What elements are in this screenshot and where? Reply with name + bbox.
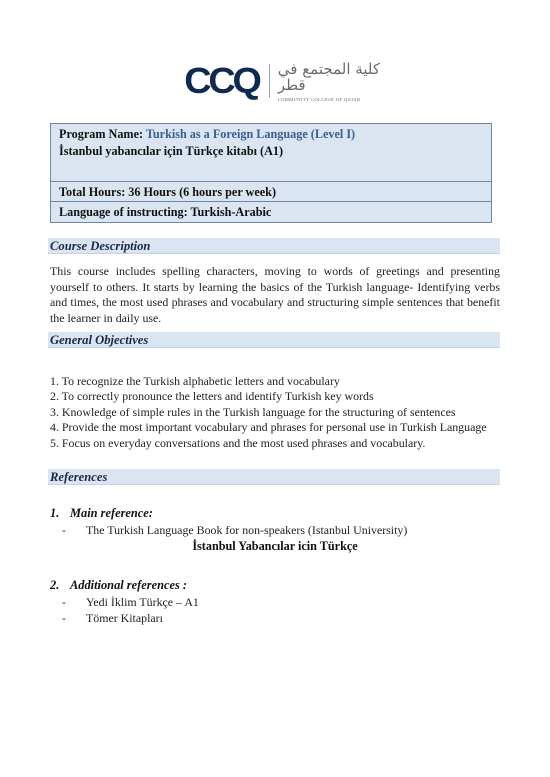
list-dash: - [62, 523, 66, 537]
total-hours: Total Hours: 36 Hours (6 hours per week) [59, 185, 277, 199]
objective-item: 1. To recognize the Turkish alphabetic letters and vocabulary [50, 374, 340, 388]
additional-reference-item [50, 594, 510, 610]
additional-references-title: Additional references : [70, 578, 188, 592]
additional-reference-text: Tömer Kitapları [86, 611, 163, 625]
additional-reference-item [50, 610, 510, 626]
program-name-label: Program Name: [59, 127, 144, 141]
logo-text [278, 61, 386, 102]
list-dash: - [62, 595, 66, 609]
logo-mark: CCQ [184, 60, 259, 101]
course-description-heading: Course Description [48, 238, 500, 254]
logo-divider [269, 64, 270, 98]
program-name-line [59, 126, 483, 143]
objective-item: 5. Focus on everyday conversations and the most used phrases and vocabulary. [50, 435, 426, 450]
main-reference-title: Main reference: [70, 506, 153, 520]
course-description-text: This course includes spelling characters, moving to words of greetings and presenting yourself to others. It starts by learning the basics of the Turkish language- Identifying verbs and times, the most used phrases and vocabulary and structuring simple sentences that benefit the learner in daily use. [50, 264, 500, 325]
logo-arabic-name: كلية المجتمع في قطر [277, 59, 380, 94]
main-reference-book-title: İstanbul Yabancılar icin Türkçe [192, 539, 358, 553]
logo-english-name: COMMUNITY COLLEGE OF QATAR [277, 96, 361, 102]
list-dash: - [62, 611, 66, 625]
program-info-box [50, 123, 492, 223]
language-row [51, 202, 491, 222]
total-hours-row [51, 182, 491, 202]
main-reference-heading [50, 505, 510, 522]
additional-reference-number: 2. [50, 578, 60, 592]
objective-item: 3. Knowledge of simple rules in the Turkish language for the structuring of sentences [50, 404, 456, 419]
main-reference-text: The Turkish Language Book for non-speakers (Istanbul University) [86, 523, 408, 537]
main-reference-number: 1. [50, 506, 60, 520]
spacer [50, 555, 510, 577]
ccq-logo [186, 58, 386, 104]
additional-references-heading [50, 577, 510, 594]
general-objectives-heading: General Objectives [48, 332, 500, 348]
main-reference-item [50, 522, 510, 538]
additional-reference-text: Yedi İklim Türkçe – A1 [86, 595, 199, 609]
program-name-value: Turkish as a Foreign Language (Level I) [145, 127, 356, 141]
language-of-instruction: Language of instructing: Turkish-Arabic [59, 205, 272, 219]
objective-item: 2. To correctly pronounce the letters and identify Turkish key words [50, 389, 374, 404]
objective-item: 4. Provide the most important vocabulary and phrases for personal use in Turkish Language [50, 420, 487, 435]
objectives-list [50, 374, 510, 451]
program-book: İstanbul yabancılar için Türkçe kitabı (A1) [59, 144, 284, 158]
references-heading: References [48, 469, 500, 485]
references-list [50, 505, 510, 626]
program-name-row [51, 124, 491, 182]
